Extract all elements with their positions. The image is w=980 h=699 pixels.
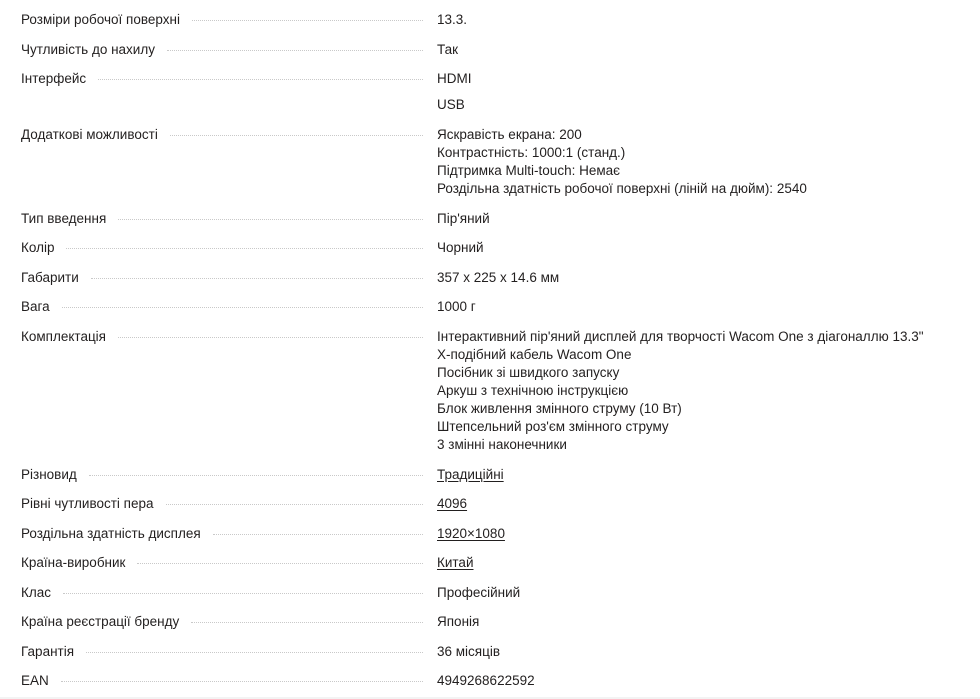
spec-label: Рівні чутливості пера [21,496,154,511]
spec-value: Пір'яний [437,211,490,226]
spec-value: Інтерактивний пір'яний дисплей для творчості Wacom One з діагоналлю 13.3" [437,329,924,344]
spec-value: Посібник зі швидкого запуску [437,365,620,380]
spec-label: Гарантія [21,644,75,659]
spec-value: 36 місяців [437,644,501,659]
spec-label: Клас [21,585,51,600]
spec-label: Розміри робочої поверхні [21,12,180,27]
spec-value: Аркуш з технічною інструкцією [437,383,629,398]
spec-value: 357 x 225 x 14.6 мм [437,270,560,285]
dotted-leader [192,20,423,21]
dotted-leader [89,475,423,476]
dotted-leader [98,79,423,80]
spec-value: X-подібний кабель Wacom One [437,347,632,362]
spec-label: Колір [21,240,55,255]
dotted-leader [86,652,423,653]
dotted-leader [66,248,423,249]
spec-label: Додаткові можливості [21,127,158,142]
spec-label: Габарити [21,270,79,285]
spec-value: HDMI [437,71,472,86]
spec-value: Підтримка Multi-touch: Немає [437,163,621,178]
spec-value: Японія [437,614,480,629]
spec-label: Комплектація [21,329,106,344]
spec-label: EAN [21,673,49,688]
spec-value-link[interactable]: Китай [437,555,474,570]
spec-value-link[interactable]: 1920×1080 [437,526,505,541]
spec-value: 3 змінні наконечники [437,437,567,452]
dotted-leader [167,50,423,51]
dotted-leader [213,534,423,535]
dotted-leader [118,337,423,338]
spec-label: Чутливість до нахилу [21,42,155,57]
dotted-leader [118,219,423,220]
spec-value: 13.3. [437,12,468,27]
spec-value: Штепсельний роз'єм змінного струму [437,419,669,434]
dotted-leader [191,622,423,623]
dotted-leader [61,681,423,682]
spec-value: Роздільна здатність робочої поверхні (ліній на дюйм): 2540 [437,181,807,196]
spec-value: Блок живлення змінного струму (10 Вт) [437,401,682,416]
spec-value: Контрастність: 1000:1 (станд.) [437,145,626,160]
dotted-leader [62,307,423,308]
spec-value: USB [437,97,465,112]
spec-label: Вага [21,299,50,314]
spec-label: Країна-виробник [21,555,126,570]
spec-label: Тип введення [21,211,107,226]
dotted-leader [170,135,423,136]
spec-value: Яскравість екрана: 200 [437,127,582,142]
spec-value: 4949268622592 [437,673,535,688]
spec-label: Країна реєстрації бренду [21,614,180,629]
spec-label: Роздільна здатність дисплея [21,526,201,541]
spec-value: Так [437,42,459,57]
spec-value: Професійний [437,585,521,600]
spec-value: 1000 г [437,299,476,314]
dotted-leader [166,504,423,505]
spec-value-link[interactable]: 4096 [437,496,468,511]
dotted-leader [137,563,423,564]
dotted-leader [63,593,423,594]
spec-value: Чорний [437,240,484,255]
dotted-leader [91,278,423,279]
spec-value-link[interactable]: Традиційні [437,467,504,482]
spec-label: Інтерфейс [21,71,87,86]
spec-label: Різновид [21,467,77,482]
